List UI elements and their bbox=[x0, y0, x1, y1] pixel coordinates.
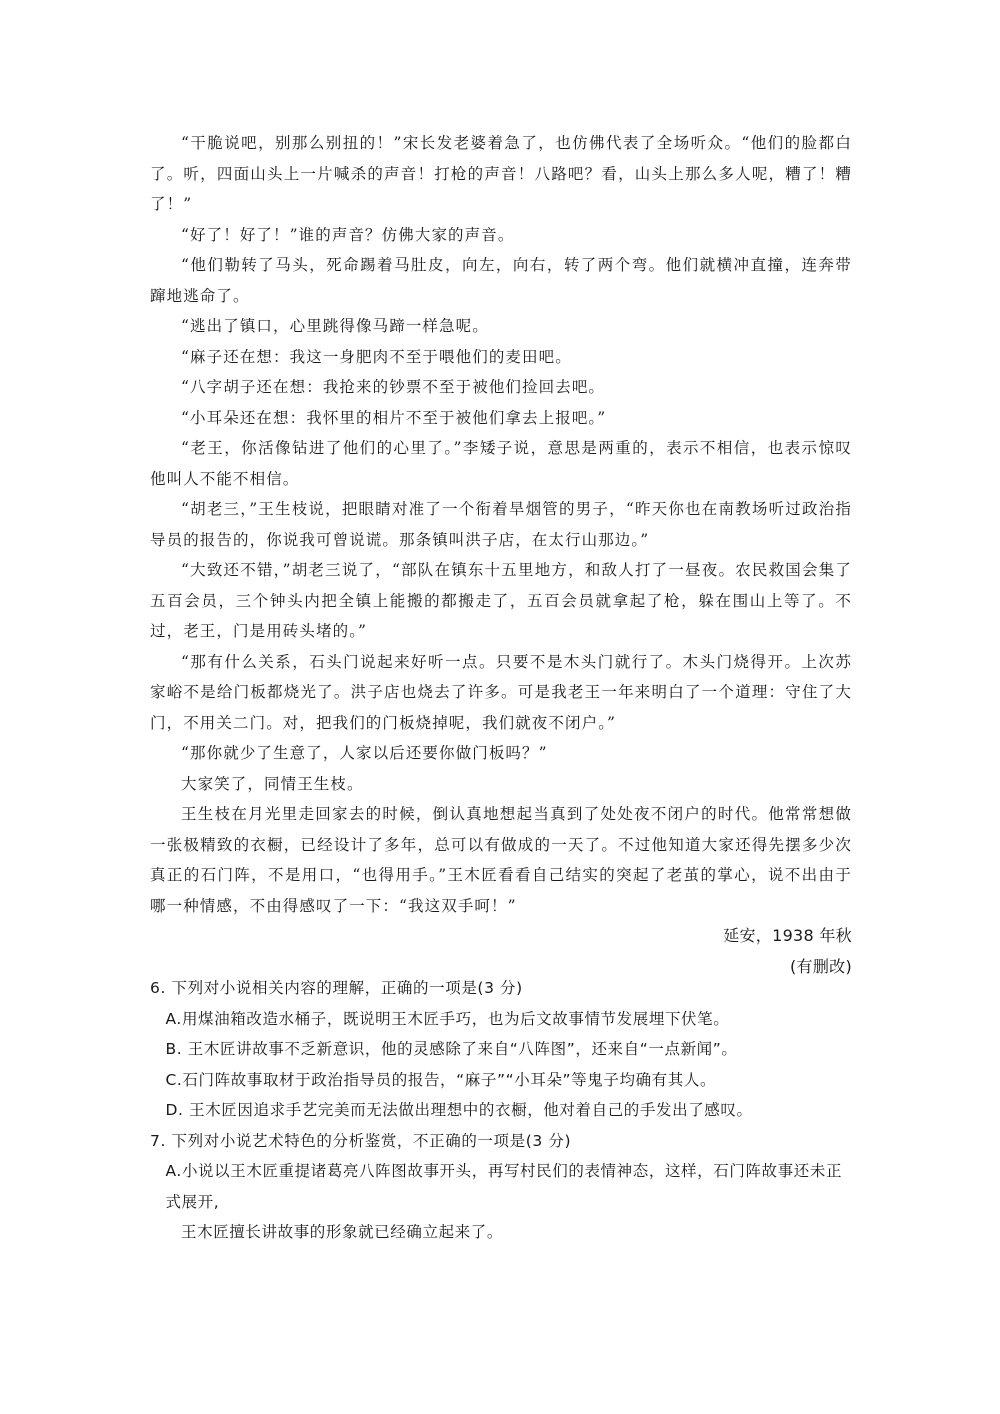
question-6-option-d: D. 王木匠因追求手艺完美而无法做出理想中的衣橱，他对着自己的手发出了感叹。 bbox=[165, 1101, 753, 1119]
story-paragraph: “小耳朵还在想：我怀里的相片不至于被他们拿去上报吧。” bbox=[181, 408, 607, 427]
story-paragraph: “那有什么关系，石头门说起来好听一点。只要不是木头门就行了。木头门烧得开。上次苏家峪不是给门板都烧光了。洪子店也烧去了许多。可是我老王一年来明白了一个道理：守住了大门，不用关二门。对，把我们的门板烧掉呢，我们就夜不闭户。” bbox=[150, 652, 852, 732]
story-paragraph: “干脆说吧，别那么别扭的！”宋长发老婆着急了，也仿佛代表了全场听众。“他们的脸都白了。听，四面山头上一片喊杀的声音！打枪的声音！八路吧？看，山头上那么多人呢，糟了！糟了！” bbox=[150, 134, 852, 213]
story-paragraph: “胡老三，”王生枝说，把眼睛对准了一个衔着旱烟管的男子，“昨天你也在南教场听过政治指导员的报告的，你说我可曾说谎。那条镇叫洪子店，在太行山那边。” bbox=[150, 500, 852, 549]
signature-note: (有删改) bbox=[790, 956, 852, 976]
story-paragraph: 王生枝在月光里走回家去的时候，倒认真地想起当真到了处处夜不闭户的时代。他常常想做一张极精致的衣橱，已经设计了多年，总可以有做成的一天了。不过他知道大家还得先摆多少次真正的石门阵，不是用口，“也得用手。”王木匠看看自己结实的突起了老茧的掌心，说不出由于哪一种情感，不由得感叹了一下：“我这双手呵！” bbox=[150, 805, 852, 915]
question-7-option-a: A.小说以王木匠重提诸葛亮八阵图故事开头，再写村民们的表情神态，这样，石门阵故事还未正式展开, bbox=[165, 1162, 843, 1211]
question-section bbox=[150, 973, 852, 1248]
question-6-option-c: C.石门阵故事取材于政治指导员的报告，“麻子”“小耳朵”等鬼子均确有其人。 bbox=[165, 1070, 717, 1089]
story-paragraph: “那你就少了生意了，人家以后还要你做门板吗？” bbox=[181, 744, 548, 762]
question-6-option-a: A.用煤油箱改造水桶子，既说明王木匠手巧，也为后文故事情节发展埋下伏笔。 bbox=[165, 1009, 730, 1028]
story-paragraph: “麻子还在想：我这一身肥肉不至于喂他们的麦田吧。 bbox=[181, 347, 572, 366]
story-paragraph: “他们勒转了马头，死命踢着马肚皮，向左，向右，转了两个弯。他们就横冲直撞，连奔带蹿地逃命了。 bbox=[150, 256, 852, 305]
question-6-option-b: B. 王木匠讲故事不乏新意识，他的灵感除了来自“八阵图”，还来自“一点新闻”。 bbox=[165, 1040, 738, 1058]
story-paragraph: “八字胡子还在想：我抢来的钞票不至于被他们捡回去吧。 bbox=[181, 378, 606, 396]
question-7-stem: 7. 下列对小说艺术特色的分析鉴赏，不正确的一项是(3 分) bbox=[150, 1131, 572, 1150]
question-6-stem: 6. 下列对小说相关内容的理解，正确的一项是(3 分) bbox=[150, 979, 523, 997]
story-paragraph: “大致还不错，”胡老三说了，“部队在镇东十五里地方，和敌人打了一昼夜。农民救国会集了五百会员，三个钟头内把全镇上能搬的都搬走了，五百会员就拿起了枪，躲在围山上等了。不过，老王，门是用砖头堵的。” bbox=[150, 561, 852, 640]
story-paragraph: “逃出了镇口，心里跳得像马蹄一样急呢。 bbox=[181, 317, 489, 335]
story-excerpt bbox=[150, 128, 852, 982]
story-paragraph: “好了！好了！”谁的声音？仿佛大家的声音。 bbox=[181, 225, 515, 244]
story-paragraph: 大家笑了，同情王生枝。 bbox=[181, 774, 364, 793]
question-7-option-a-continuation: 王木匠擅长讲故事的形象就已经确立起来了。 bbox=[181, 1223, 504, 1241]
story-paragraph: “老王，你活像钻进了他们的心里了。”李矮子说，意思是两重的，表示不相信，也表示惊叹他叫人不能不相信。 bbox=[150, 439, 852, 488]
signature-place: 延安，1938 年秋 bbox=[723, 926, 852, 945]
